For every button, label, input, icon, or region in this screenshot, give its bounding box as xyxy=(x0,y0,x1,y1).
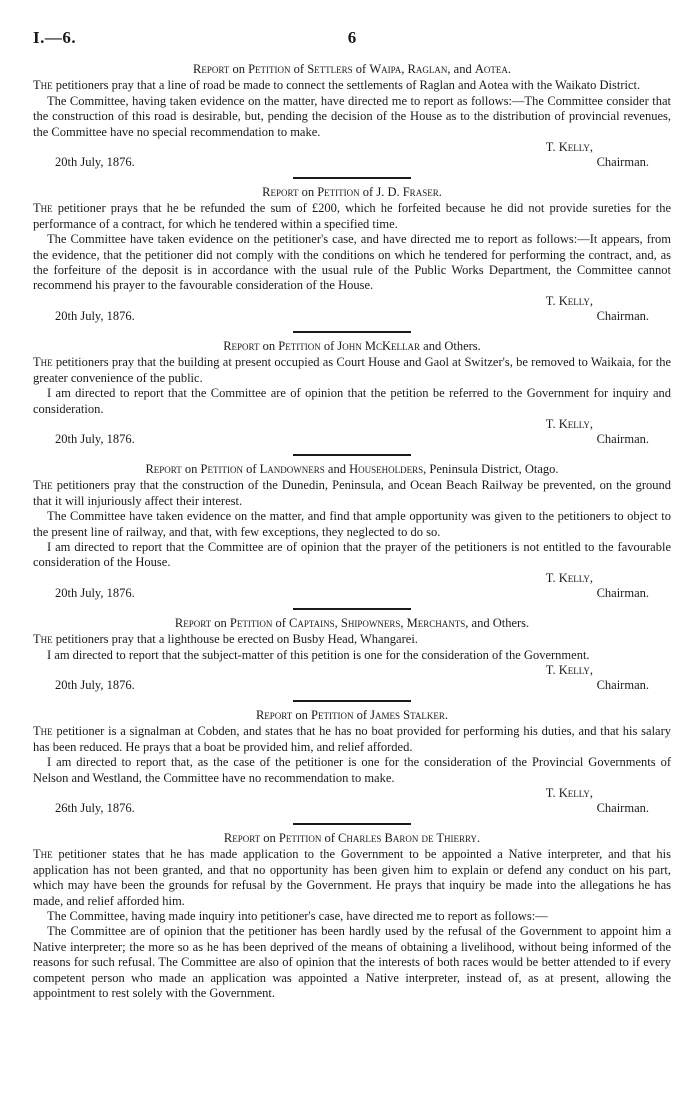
report-section xyxy=(33,831,671,1001)
running-head xyxy=(33,28,671,56)
signer-role: Chairman. xyxy=(596,677,649,692)
report-paragraph: The petitioner is a signalman at Cobden, and states that he has no boat provided for performing his duties, and that his salary has been reduced. He prays that a boat be provided him, and relief afforded. xyxy=(33,724,671,754)
report-date: 20th July, 1876. xyxy=(55,585,135,600)
title-part: James Stalker xyxy=(370,707,445,722)
report-paragraph: I am directed to report that the subject-matter of this petition is one for the consideration of the Government. xyxy=(47,647,590,662)
title-part: of xyxy=(321,831,339,845)
signer-name: T. Kelly, xyxy=(545,786,593,800)
title-part: Waipa xyxy=(369,62,402,76)
signer-role: Chairman. xyxy=(596,431,649,446)
title-part: on xyxy=(229,62,249,76)
title-part: Settlers xyxy=(307,62,353,76)
title-part: , xyxy=(401,62,408,76)
title-part: Petition xyxy=(200,461,243,476)
report-paragraph: The petitioner prays that he be refunded the sum of £200, which he forfeited because he did not provide sureties for the performance of a contract, for which he tendered within a specified time. xyxy=(33,201,671,231)
lead-word: The xyxy=(33,201,53,216)
signature-block xyxy=(33,294,671,324)
report-list xyxy=(33,62,671,1001)
section-divider xyxy=(293,177,411,179)
title-part: on xyxy=(298,185,318,200)
signer-name: T. Kelly, xyxy=(545,293,593,308)
title-part: on xyxy=(292,707,312,722)
report-paragraph: The petitioners pray that the building at present occupied as Court House and Gaol at Switzer's, be removed to Waikaia, for the greater convenience of the public. xyxy=(33,355,671,385)
title-part: Report xyxy=(223,831,261,845)
title-part: Petition xyxy=(278,338,321,353)
page-number: 6 xyxy=(347,28,357,47)
signature-block xyxy=(33,786,671,816)
report-date: 20th July, 1876. xyxy=(55,308,135,323)
report-paragraph: The petitioners pray that a line of road be made to connect the settlements of Raglan and Aotea with the Waikato District. xyxy=(33,78,641,93)
title-part: on xyxy=(259,338,279,353)
title-part: Report xyxy=(193,62,230,76)
signer-name: T. Kelly, xyxy=(545,140,593,155)
title-part: of xyxy=(359,185,377,200)
title-part: Report xyxy=(255,707,293,722)
title-part: and xyxy=(324,461,350,476)
title-part: Report xyxy=(174,615,212,630)
report-date: 20th July, 1876. xyxy=(55,155,135,170)
report-paragraph: I am directed to report that the Committee are of opinion that the prayer of the petitioners is not entitled to the favourable consideration of the House. xyxy=(33,539,671,570)
title-part: on xyxy=(211,615,230,630)
signer-role: Chairman. xyxy=(596,801,649,815)
report-date: 20th July, 1876. xyxy=(55,677,135,692)
section-divider xyxy=(293,454,411,456)
report-title xyxy=(33,462,671,477)
title-part: of xyxy=(353,707,371,722)
title-part: of xyxy=(320,338,338,353)
report-paragraph: The Committee, having taken evidence on the matter, have directed me to report as follows:—The Committee consider that the construction of this road is desirable, but, pending the decision of the House as to the distribution of provincial revenues, the Committee have no special recommendation to make. xyxy=(33,93,671,139)
section-divider xyxy=(293,700,411,702)
report-paragraph: The Committee are of opinion that the petitioner has been hardly used by the refusal of the Government to appoint him a Native interpreter; the more so as he has been deprived of the means of obtaining a livelihood, without being informed of the reasons for such refusal. The Committee are also of opinion that the interests of both races would be better attended to if every competent person who made an application was appointed a Native interpreter, instead of, as at present, allowing the appointment to rest solely with the Government. xyxy=(33,924,671,1001)
title-part: Petition xyxy=(248,62,291,76)
title-part: of xyxy=(290,62,308,76)
signature-block xyxy=(33,663,671,693)
report-section xyxy=(33,339,671,447)
title-part: . xyxy=(444,707,449,722)
title-part: Petition xyxy=(311,707,354,722)
title-part: . xyxy=(507,62,511,76)
signer-name: T. Kelly, xyxy=(545,416,593,431)
title-part: Petition xyxy=(317,185,360,200)
report-section xyxy=(33,185,671,324)
signature-block xyxy=(33,571,671,601)
lead-word: The xyxy=(33,78,53,93)
title-part: Charles Baron de Thierry xyxy=(338,831,478,845)
report-paragraph: The Committee, having made inquiry into petitioner's case, have directed me to report as follows:— xyxy=(47,909,548,924)
section-divider xyxy=(293,823,411,825)
report-paragraph: I am directed to report that, as the case of the petitioner is one for the consideration of the Provincial Governments of Nelson and Westland, the Committee have no recommendation to make. xyxy=(33,755,671,785)
signer-role: Chairman. xyxy=(596,585,649,600)
signer-role: Chairman. xyxy=(596,155,649,170)
signature-block xyxy=(33,140,671,170)
title-part: Petition xyxy=(229,615,273,630)
report-title xyxy=(33,708,671,723)
title-part: of xyxy=(352,62,370,76)
report-paragraph: I am directed to report that the Committee are of opinion that the petition be referred to the Government for inquiry and consideration. xyxy=(33,386,671,416)
report-title xyxy=(33,831,671,846)
title-part: , and xyxy=(447,62,475,76)
report-paragraph: The petitioners pray that the construction of the Dunedin, Peninsula, and Ocean Beach Railway be prevented, on the ground that it will injuriously affect their interest. xyxy=(33,478,671,508)
title-part: . xyxy=(438,185,442,200)
report-paragraph: The Committee have taken evidence on the petitioner's case, and have directed me to report as follows:—It appears, from the evidence, that the petitioner did not comply with the conditions on which he tendered for performing the contract, and, as the forfeiture of the deposit is in accordance with the usual rule of the Public Works Department, the Committee cannot recommend his prayer to the favourable consideration of the House. xyxy=(33,232,671,293)
title-part: . xyxy=(477,831,481,845)
section-divider xyxy=(293,608,411,610)
title-part: Aotea xyxy=(474,62,508,76)
report-date: 26th July, 1876. xyxy=(55,801,135,815)
title-part: Report xyxy=(145,461,182,476)
signer-name: T. Kelly, xyxy=(545,662,593,677)
report-section xyxy=(33,462,671,601)
lead-word: The xyxy=(33,478,53,493)
title-part: on xyxy=(260,831,279,845)
title-part: of xyxy=(272,615,290,630)
section-divider xyxy=(293,331,411,333)
lead-word: The xyxy=(33,724,53,739)
title-part: , Peninsula District, Otago. xyxy=(423,461,559,476)
report-title xyxy=(33,616,671,631)
signer-role: Chairman. xyxy=(596,308,649,323)
report-title xyxy=(33,185,671,200)
document-page xyxy=(33,28,671,1001)
title-part: Captains xyxy=(289,615,335,630)
report-section xyxy=(33,708,671,816)
title-part: of xyxy=(242,461,260,476)
report-section xyxy=(33,62,671,170)
title-part: on xyxy=(181,461,201,476)
report-section xyxy=(33,616,671,693)
title-part: , xyxy=(400,615,407,630)
title-part: Merchants xyxy=(406,615,466,630)
title-part: J. D. Fraser xyxy=(376,185,439,200)
title-part: and Others. xyxy=(420,338,481,353)
title-part: Landowners xyxy=(259,461,325,476)
title-part: Raglan xyxy=(407,62,448,76)
lead-word: The xyxy=(33,632,53,647)
signer-name: T. Kelly, xyxy=(545,570,593,585)
title-part: John McKellar xyxy=(337,338,421,353)
title-part: Householders xyxy=(349,461,424,476)
lead-word: The xyxy=(33,355,53,370)
lead-word: The xyxy=(33,847,53,862)
title-part: Report xyxy=(223,338,260,353)
report-title xyxy=(33,339,671,354)
report-date: 20th July, 1876. xyxy=(55,431,135,446)
title-part: Shipowners xyxy=(340,615,401,630)
report-paragraph: The petitioner states that he has made application to the Government to be appointed a Native interpreter, and that his application has not been granted, and that no opportunity has been given him to explain or defend any conduct on his part, which may have been the grounds for refusal by the Government. He prays that inquiry be made into the allegations he has made, and relief afforded him. xyxy=(33,847,671,908)
signature-block xyxy=(33,417,671,447)
title-part: Petition xyxy=(278,831,322,845)
report-title xyxy=(33,62,671,77)
title-part: , and Others. xyxy=(465,615,530,630)
report-paragraph: The Committee have taken evidence on the matter, and find that ample opportunity was given to the petitioners to object to the present line of railway, and that, with few exceptions, they neglected to do so. xyxy=(33,509,671,539)
page-code: I.—6. xyxy=(33,28,77,47)
report-paragraph: The petitioners pray that a lighthouse be erected on Busby Head, Whangarei. xyxy=(33,632,418,647)
title-part: Report xyxy=(262,185,299,200)
title-part: , xyxy=(334,615,341,630)
